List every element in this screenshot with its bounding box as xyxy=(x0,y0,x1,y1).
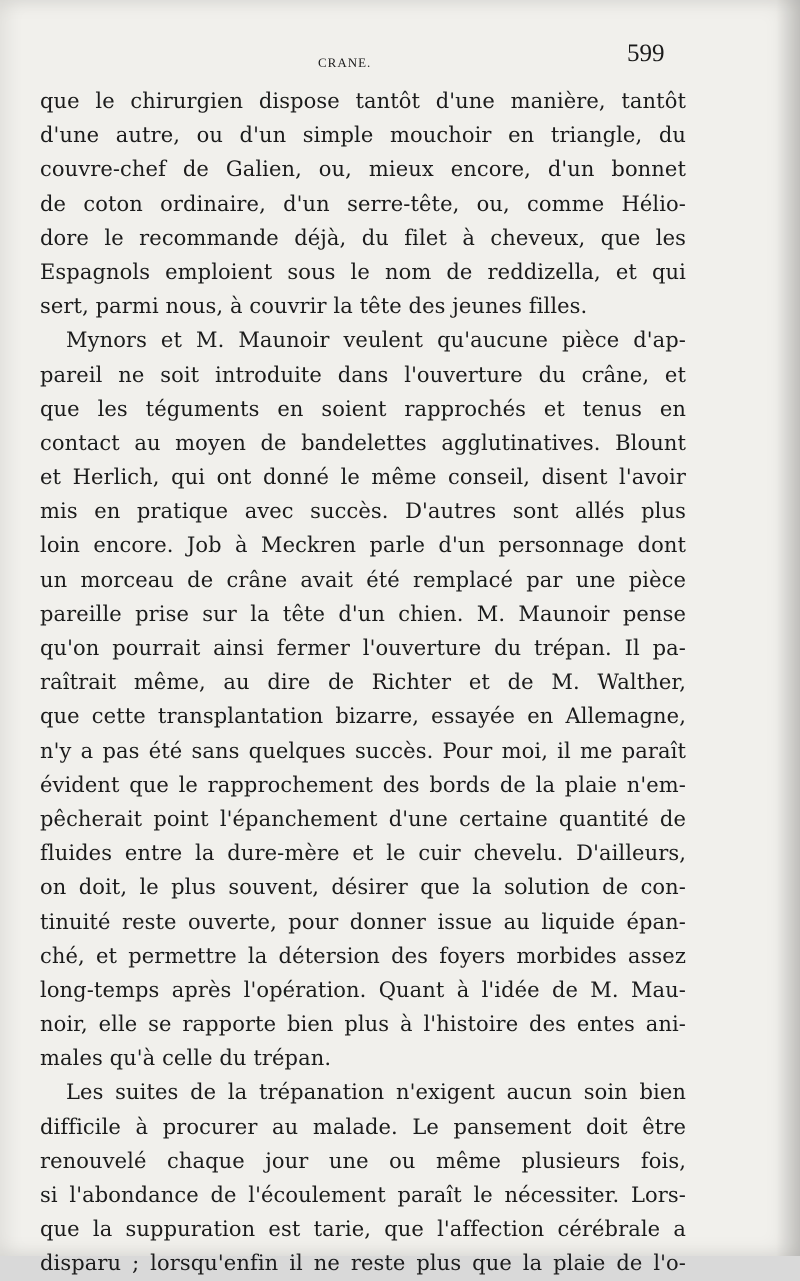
page-edge-shadow xyxy=(776,0,800,1256)
text-line: pêcherait point l'épanchement d'une certaine quantité de xyxy=(40,806,686,831)
text-line: n'y a pas été sans quelques succès. Pour moi, il me paraît xyxy=(40,738,686,763)
text-line: mis en pratique avec succès. D'autres sont allés plus xyxy=(40,499,686,524)
text-line: ché, et permettre la détersion des foyers morbides assez xyxy=(40,943,686,968)
text-line: que la suppuration est tarie, que l'affection cérébrale a xyxy=(40,1217,686,1242)
text-line: difficile à procurer au malade. Le pansement doit être xyxy=(40,1114,686,1139)
text-line: pareille prise sur la tête d'un chien. M. Maunoir pense xyxy=(40,601,686,626)
running-head xyxy=(0,40,800,80)
text-line: loin encore. Job à Meckren parle d'un personnage dont xyxy=(40,533,686,558)
text-line: long-temps après l'opération. Quant à l'idée de M. Mau- xyxy=(40,977,686,1002)
page-number: 599 xyxy=(627,40,665,67)
text-line: tinuité reste ouverte, pour donner issue au liquide épan- xyxy=(40,909,686,934)
text-line: que le chirurgien dispose tantôt d'une manière, tantôt xyxy=(40,89,686,113)
text-line: que les téguments en soient rapprochés et tenus en xyxy=(40,396,686,421)
text-line: évident que le rapprochement des bords de la plaie n'em- xyxy=(40,772,686,797)
paragraph-start-line: Les suites de la trépanation n'exigent aucun soin bien xyxy=(66,1080,686,1105)
running-title: CRANE. xyxy=(318,55,372,70)
text-line: couvre-chef de Galien, ou, mieux encore, d'un bonnet xyxy=(40,157,686,182)
text-line: de coton ordinaire, d'un serre-tête, ou, comme Hélio- xyxy=(40,191,686,216)
text-line: dore le recommande déjà, du filet à cheveux, que les xyxy=(40,225,686,250)
paragraph-start-line: Mynors et M. Maunoir veulent qu'aucune pièce d'ap- xyxy=(66,328,686,353)
text-line: si l'abondance de l'écoulement paraît le nécessiter. Lors- xyxy=(40,1183,686,1207)
text-line: renouvelé chaque jour une ou même plusieurs fois, xyxy=(40,1148,686,1173)
text-line: on doit, le plus souvent, désirer que la solution de con- xyxy=(40,875,686,900)
text-line: disparu ; lorsqu'enfin il ne reste plus que la plaie de l'o- xyxy=(40,1251,686,1276)
text-line: sert, parmi nous, à couvrir la tête des jeunes filles. xyxy=(40,294,588,319)
text-line: que cette transplantation bizarre, essayée en Allemagne, xyxy=(40,704,686,729)
body-text xyxy=(40,84,686,1281)
text-line: fluides entre la dure-mère et le cuir chevelu. D'ailleurs, xyxy=(40,841,686,866)
text-line: d'une autre, ou d'un simple mouchoir en triangle, du xyxy=(40,123,686,148)
text-line: contact au moyen de bandelettes agglutinatives. Blount xyxy=(40,430,686,455)
text-line: qu'on pourrait ainsi fermer l'ouverture du trépan. Il pa- xyxy=(40,636,686,660)
text-line: pareil ne soit introduite dans l'ouverture du crâne, et xyxy=(40,362,686,387)
text-line: noir, elle se rapporte bien plus à l'histoire des entes ani- xyxy=(40,1012,686,1037)
text-line: Espagnols emploient sous le nom de reddizella, et qui xyxy=(40,259,686,284)
text-line: raîtrait même, au dire de Richter et de M. Walther, xyxy=(40,670,686,695)
text-line: et Herlich, qui ont donné le même conseil, disent l'avoir xyxy=(40,465,686,490)
text-line: un morceau de crâne avait été remplacé par une pièce xyxy=(40,567,686,592)
text-line: males qu'à celle du trépan. xyxy=(40,1046,332,1071)
